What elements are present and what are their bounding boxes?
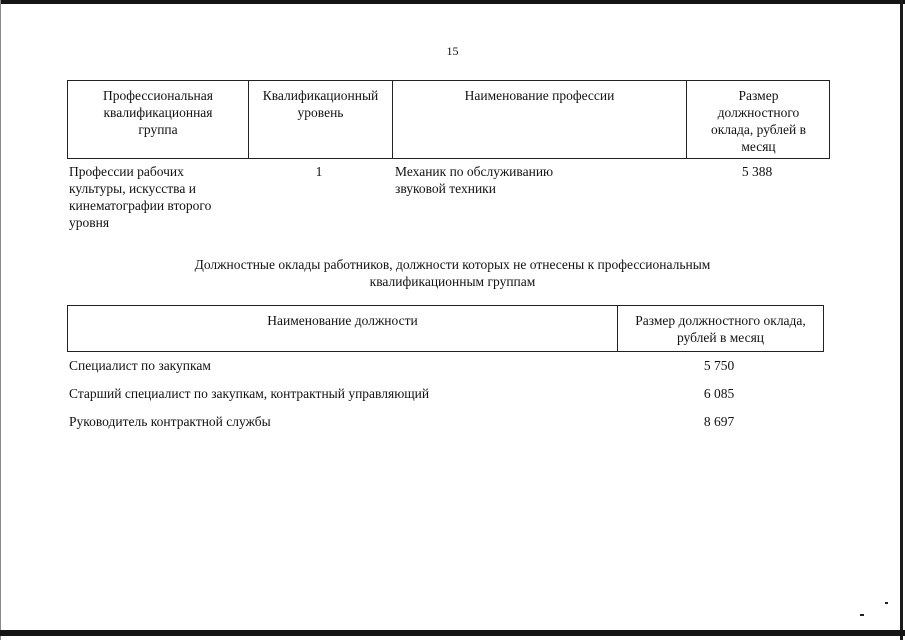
- section-title: Должностные оклады работников, должности которых не отнесены к профессиональным квалификационным группам: [194, 257, 711, 289]
- cell-position-name: Руководитель контрактной службы: [69, 414, 271, 429]
- header-salary: Размер должностного оклада, рублей в месяц: [617, 306, 823, 351]
- scan-speck: [860, 614, 864, 616]
- cell-position-name: Специалист по закупкам: [69, 358, 211, 373]
- table-row: [67, 408, 824, 436]
- header-qualification-level: Квалификационный уровень: [248, 81, 392, 158]
- cell-profession-name: Механик по обслуживанию звуковой техники: [395, 164, 554, 196]
- scan-border-right: [900, 0, 903, 640]
- positions-salary-table: [67, 305, 824, 436]
- scan-border-top: [0, 0, 905, 4]
- page-number: 15: [446, 44, 459, 58]
- cell-salary: 5 388: [741, 164, 773, 179]
- cell-position-name: Старший специалист по закупкам, контрактный управляющий: [69, 386, 430, 401]
- cell-salary: 6 085: [703, 386, 735, 401]
- scan-border-left: [0, 0, 1, 640]
- scan-speck: [885, 602, 888, 604]
- cell-salary: 8 697: [703, 414, 735, 429]
- table-header: [67, 305, 824, 352]
- qualification-table: [67, 80, 830, 234]
- header-position-name: Наименование должности: [267, 313, 418, 328]
- header-salary: Размер должностного оклада, рублей в месяц: [686, 81, 830, 158]
- table-row: [67, 159, 830, 234]
- cell-qualification-level: 1: [315, 164, 323, 179]
- header-profession-name: Наименование профессии: [392, 81, 686, 158]
- scan-border-bottom: [0, 630, 905, 636]
- table-row: [67, 380, 824, 408]
- header-professional-group: Профессиональная квалификационная группа: [103, 88, 213, 137]
- cell-professional-group: Профессии рабочих культуры, искусства и кинематографии второго уровня: [69, 164, 212, 230]
- cell-salary: 5 750: [703, 358, 735, 373]
- table-row: [67, 352, 824, 380]
- table-header: [67, 80, 830, 159]
